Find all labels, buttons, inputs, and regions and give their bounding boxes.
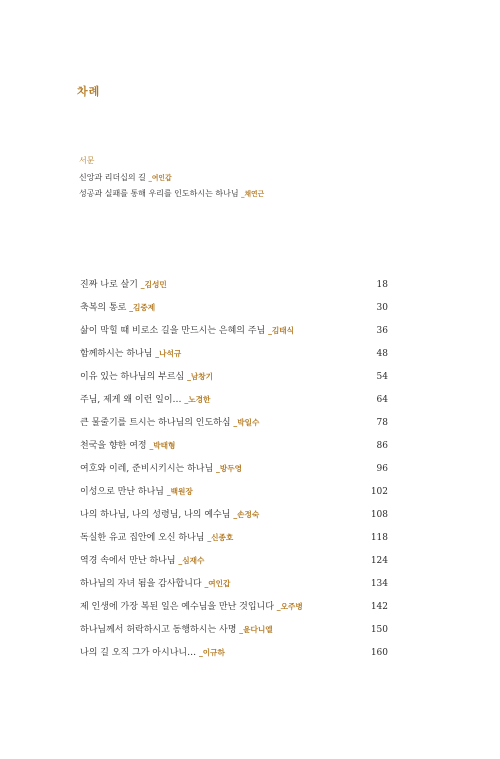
chapter-entry[interactable] xyxy=(80,342,388,365)
chapter-entry[interactable] xyxy=(80,595,388,618)
chapter-entry[interactable] xyxy=(80,618,388,641)
chapter-title: 나의 하나님, 나의 성령님, 나의 예수님 _손정숙 xyxy=(80,510,260,520)
preface-item-author: _채연근 xyxy=(241,190,265,198)
chapter-author: _손정숙 xyxy=(233,510,260,519)
chapter-title: 여호와 이레, 준비시키시는 하나님 _방두영 xyxy=(80,464,242,474)
chapter-page-number: 118 xyxy=(370,533,388,543)
chapter-entry[interactable] xyxy=(80,296,388,319)
preface-item[interactable] xyxy=(79,186,419,202)
chapter-author: _나석규 xyxy=(155,349,182,358)
chapter-page-number: 36 xyxy=(376,326,388,336)
chapter-author: _김태식 xyxy=(268,326,295,335)
chapter-author: _김성민 xyxy=(140,280,167,289)
chapter-title: 축복의 통로 _김중제 xyxy=(80,303,156,313)
chapter-title: 이유 있는 하나님의 부르심 _남창기 xyxy=(80,372,214,382)
chapter-title: 함께하시는 하나님 _나석규 xyxy=(80,349,182,359)
chapter-entry[interactable] xyxy=(80,388,388,411)
preface-item-author: _여인갑 xyxy=(148,174,172,182)
chapter-page-number: 108 xyxy=(370,510,388,520)
chapter-page-number: 64 xyxy=(376,395,388,405)
chapter-page-number: 30 xyxy=(376,303,388,313)
chapter-title: 독실한 유교 집안에 오신 하나님 _신종호 xyxy=(80,533,234,543)
chapter-author: _신종호 xyxy=(207,533,234,542)
chapter-page-number: 78 xyxy=(376,418,388,428)
chapter-entry[interactable] xyxy=(80,549,388,572)
chapter-entry[interactable] xyxy=(80,480,388,503)
chapter-title: 나의 길 오직 그가 아시나니… _이규하 xyxy=(80,648,225,658)
chapter-page-number: 160 xyxy=(370,648,388,658)
chapter-title: 천국을 향한 여정 _박태형 xyxy=(80,441,176,451)
chapter-page-number: 124 xyxy=(370,556,388,566)
chapter-page-number: 96 xyxy=(376,464,388,474)
preface-label: 서문 xyxy=(79,156,95,165)
chapter-title: 큰 물줄기를 트시는 하나님의 인도하심 _박일수 xyxy=(80,418,260,428)
chapter-page-number: 86 xyxy=(376,441,388,451)
chapter-entry[interactable] xyxy=(80,365,388,388)
preface-item[interactable] xyxy=(79,170,419,186)
chapter-page-number: 142 xyxy=(370,602,388,612)
chapter-entry[interactable] xyxy=(80,457,388,480)
chapter-author: _김중제 xyxy=(129,303,156,312)
chapter-page-number: 102 xyxy=(370,487,388,497)
chapter-title: 이성으로 만난 하나님 _백원장 xyxy=(80,487,193,497)
chapter-title: 하나님의 자녀 됨을 감사합니다 _여인갑 xyxy=(80,579,231,589)
chapter-author: _오주병 xyxy=(276,602,303,611)
chapter-page-number: 18 xyxy=(376,280,388,290)
chapter-list xyxy=(80,273,388,664)
chapter-entry[interactable] xyxy=(80,411,388,434)
chapter-author: _심재수 xyxy=(178,556,205,565)
chapter-entry[interactable] xyxy=(80,503,388,526)
chapter-author: _노경한 xyxy=(184,395,211,404)
chapter-page-number: 150 xyxy=(370,625,388,635)
chapter-author: _방두영 xyxy=(216,464,242,473)
chapter-title: 삶이 막힐 때 비로소 길을 만드시는 은혜의 주님 _김태식 xyxy=(80,326,295,336)
chapter-author: _여인갑 xyxy=(204,579,231,588)
toc-heading: 차례 xyxy=(77,85,101,98)
chapter-author: _박태형 xyxy=(149,441,176,450)
chapter-author: _남창기 xyxy=(187,372,214,381)
chapter-entry[interactable] xyxy=(80,572,388,595)
chapter-author: _박일수 xyxy=(233,418,260,427)
preface-item-title: 신앙과 리더십의 길 xyxy=(79,173,149,182)
chapter-title: 주님, 제게 왜 이런 일이… _노경한 xyxy=(80,395,211,405)
chapter-page-number: 54 xyxy=(376,372,388,382)
chapter-title: 하나님께서 허락하시고 동행하시는 사명 _윤다니엘 xyxy=(80,625,273,635)
chapter-entry[interactable] xyxy=(80,319,388,342)
chapter-title: 역경 속에서 만난 하나님 _심재수 xyxy=(80,556,205,566)
chapter-page-number: 134 xyxy=(370,579,388,589)
chapter-entry[interactable] xyxy=(80,526,388,549)
chapter-entry[interactable] xyxy=(80,641,388,664)
chapter-author: _이규하 xyxy=(198,648,225,657)
chapter-author: _윤다니엘 xyxy=(239,625,273,634)
chapter-title: 진짜 나로 살기 _김성민 xyxy=(80,280,167,290)
preface-section xyxy=(79,156,419,202)
preface-item-title: 성공과 실패를 통해 우리를 인도하시는 하나님 xyxy=(79,189,242,198)
chapter-title: 제 인생에 가장 복된 일은 예수님을 만난 것입니다 _오주병 xyxy=(80,602,303,612)
chapter-entry[interactable] xyxy=(80,273,388,296)
chapter-author: _백원장 xyxy=(166,487,193,496)
chapter-page-number: 48 xyxy=(376,349,388,359)
chapter-entry[interactable] xyxy=(80,434,388,457)
